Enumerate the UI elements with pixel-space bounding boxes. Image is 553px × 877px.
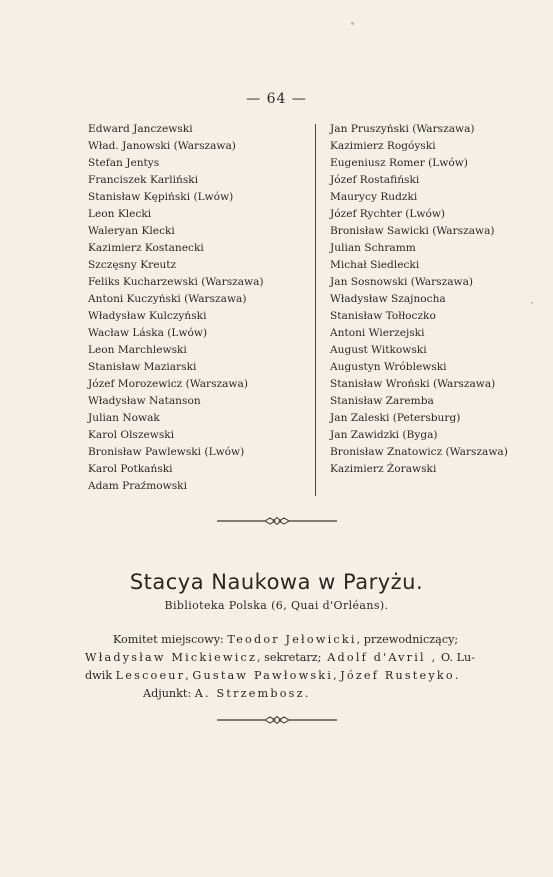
- member-name: Józef Morozewicz (Warszawa): [88, 378, 248, 390]
- member-name: Stanisław Wroński (Warszawa): [330, 378, 496, 390]
- member-name: Władysław Natanson: [88, 395, 201, 407]
- member-name: dwik: [85, 669, 113, 682]
- member-name: Leon Marchlewski: [88, 344, 187, 356]
- ornament-divider: [0, 715, 553, 725]
- member-name: Stanisław Kępiński (Lwów): [88, 191, 234, 203]
- page-number: — 64 —: [246, 91, 307, 107]
- member-name: Władysław Szajnocha: [330, 293, 446, 305]
- member-list: [87, 121, 507, 496]
- member-name: Kazimierz Kostanecki: [88, 242, 204, 254]
- secretary-name: Władysław Mickiewicz: [85, 651, 258, 664]
- committee-line: Władysław Mickiewicz, sekretarz; Adolf d'Avril , O. Lu-: [85, 649, 475, 667]
- member-name: Franciszek Karliński: [88, 174, 199, 186]
- member-name: Jan Sosnowski (Warszawa): [330, 276, 474, 288]
- member-name: Karol Potkański: [88, 463, 173, 475]
- member-name: Antoni Kuczyński (Warszawa): [88, 293, 247, 305]
- paper-speck: [531, 302, 533, 304]
- member-name: Julian Schramm: [330, 242, 416, 254]
- member-name: Waleryan Klecki: [88, 225, 175, 237]
- member-name: Adolf d'Avril: [327, 651, 426, 664]
- member-name: Wacław Láska (Lwów): [88, 327, 208, 339]
- member-name: Augustyn Wróblewski: [330, 361, 447, 373]
- member-name: Antoni Wierzejski: [330, 327, 425, 339]
- committee-line: dwik Lescoeur, Gustaw Pawłowski, Józef Rusteyko.: [85, 669, 459, 682]
- member-name: Edward Janczewski: [88, 123, 193, 135]
- member-name: Jan Zawidzki (Byga): [330, 429, 438, 441]
- member-name: Jan Pruszyński (Warszawa): [330, 123, 475, 135]
- member-name: Maurycy Rudzki: [330, 191, 418, 203]
- member-name: Eugeniusz Romer (Lwów): [330, 157, 468, 169]
- member-name: Józef Rusteyko: [340, 669, 455, 682]
- member-name: Adam Praźmowski: [88, 480, 187, 492]
- member-name: O. Lu-: [440, 651, 475, 664]
- adjunct-label: Adjunkt:: [143, 687, 192, 700]
- member-name: Kazimierz Rogóyski: [330, 140, 436, 152]
- member-name: Józef Rostafiński: [330, 174, 420, 186]
- member-name: Bronisław Pawlewski (Lwów): [88, 446, 245, 458]
- member-name: Jan Zaleski (Petersburg): [330, 412, 461, 424]
- chair-name: Teodor Jełowicki: [227, 633, 357, 646]
- member-name: Lescoeur: [115, 669, 186, 682]
- member-name: Feliks Kucharzewski (Warszawa): [88, 276, 264, 288]
- member-name: Julian Nowak: [88, 412, 160, 424]
- member-name: August Witkowski: [330, 344, 427, 356]
- committee-label: Komitet miejscowy:: [113, 633, 224, 646]
- member-name: Michał Siedlecki: [330, 259, 420, 271]
- ornament-divider: [0, 516, 553, 526]
- adjunct-name: A. Strzembosz: [194, 687, 305, 700]
- member-name: Wład. Janowski (Warszawa): [88, 140, 236, 152]
- member-list-left: [88, 121, 264, 495]
- member-name: Stanisław Zaremba: [330, 395, 434, 407]
- secretary-role: , sekretarz;: [257, 651, 322, 664]
- member-name: Stefan Jentys: [88, 157, 160, 169]
- member-name: Stanisław Tołłoczko: [330, 310, 436, 322]
- member-name: Szczęsny Kreutz: [88, 259, 177, 271]
- committee-line: Adjunkt: A. Strzembosz.: [143, 687, 309, 700]
- member-name: Stanisław Maziarski: [88, 361, 197, 373]
- paper-speck: [351, 22, 354, 25]
- member-name: Karol Olszewski: [88, 429, 175, 441]
- member-name: Bronisław Znatowicz (Warszawa): [330, 446, 508, 458]
- chair-role: , przewodniczący;: [356, 633, 459, 646]
- member-list-right: [330, 121, 508, 478]
- member-name: Władysław Kulczyński: [88, 310, 207, 322]
- member-name: Gustaw Pawłowski: [192, 669, 334, 682]
- member-name: Leon Klecki: [88, 208, 152, 220]
- committee-line: [85, 631, 475, 649]
- member-name: Józef Rychter (Lwów): [330, 208, 446, 220]
- section-subtitle: Biblioteka Polska (6, Quai d'Orléans).: [164, 599, 389, 612]
- column-divider: [315, 124, 316, 496]
- committee-paragraph: [85, 631, 475, 703]
- member-name: Kazimierz Żorawski: [330, 463, 437, 475]
- section-title: Stacya Naukowa w Paryżu.: [129, 570, 424, 594]
- member-name: Bronisław Sawicki (Warszawa): [330, 225, 495, 237]
